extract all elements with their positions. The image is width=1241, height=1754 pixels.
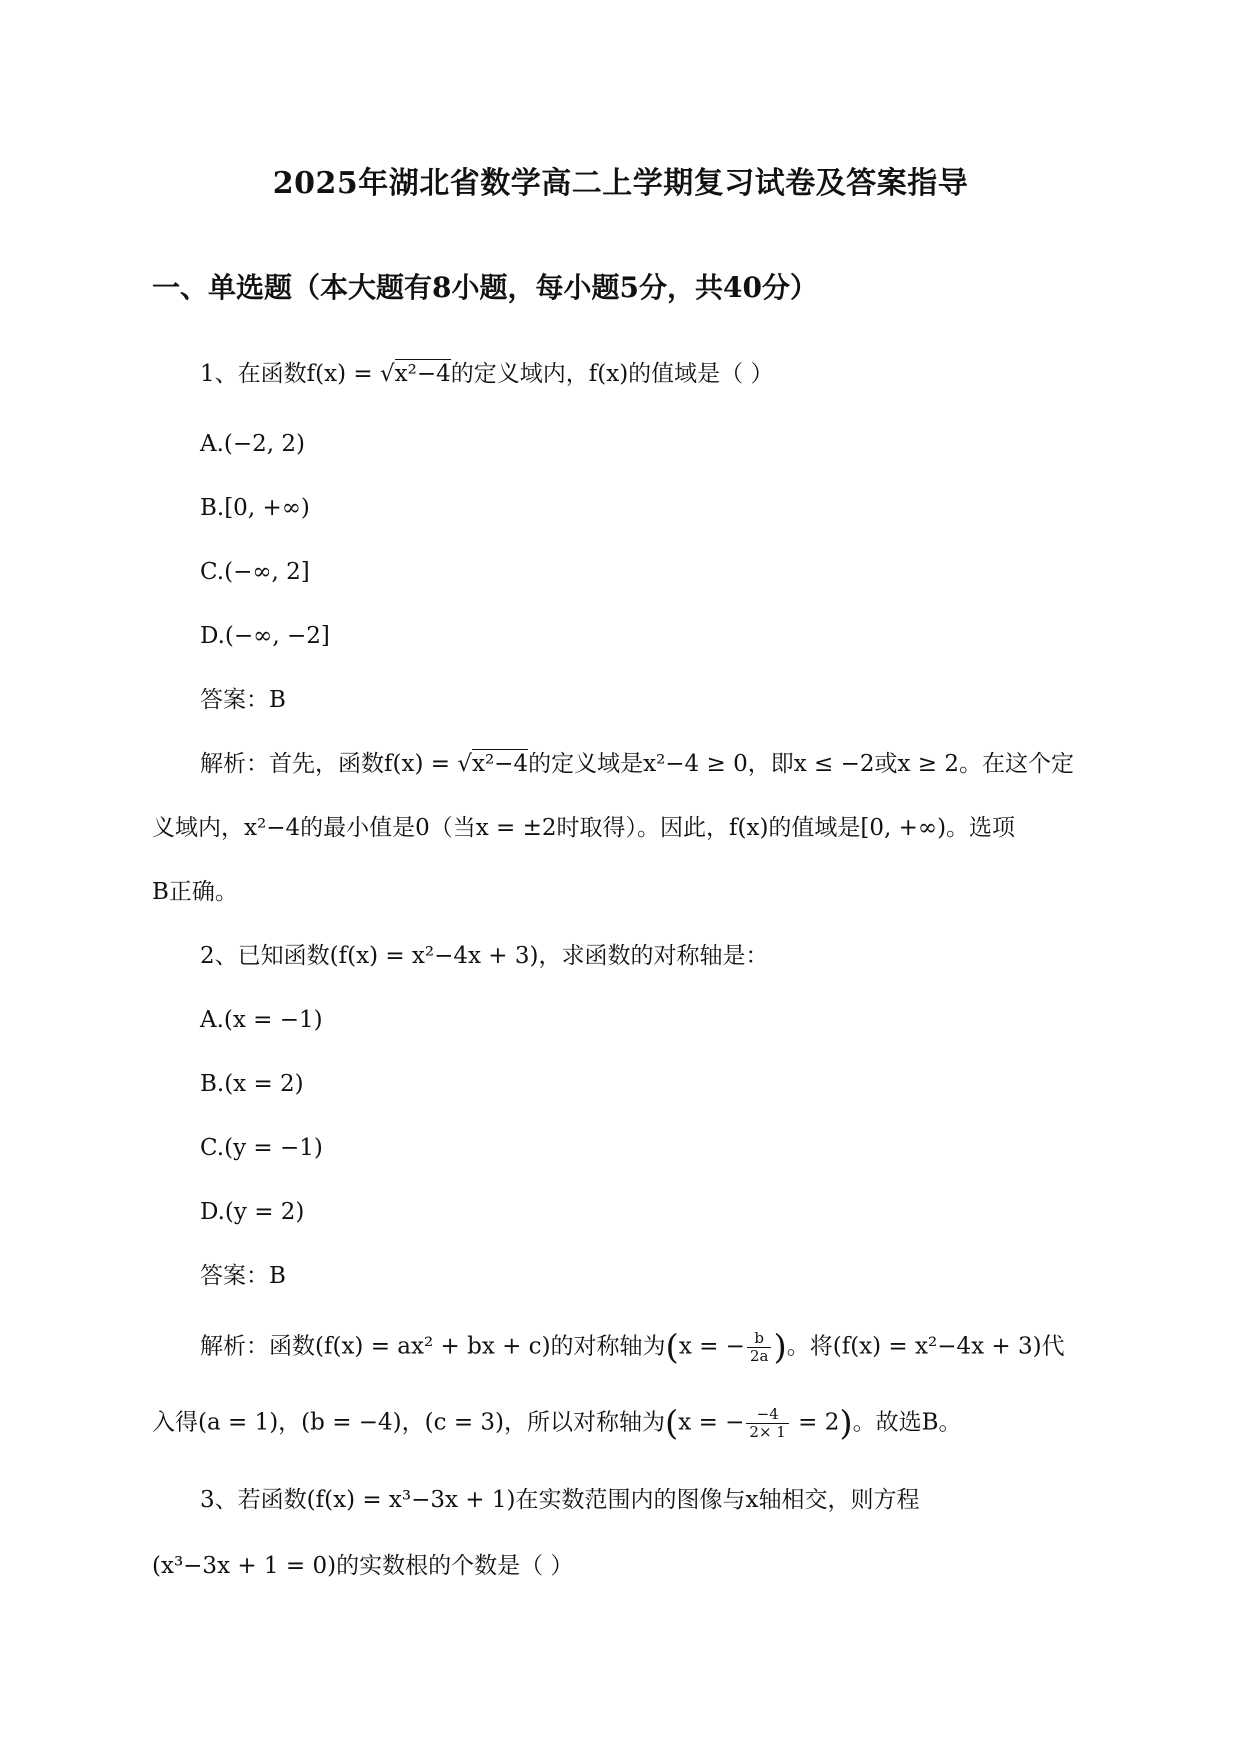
q2-option-d: D.(y = 2)	[200, 1199, 305, 1225]
q1-analysis-line1: 解析：首先，函数f(x) = √x²−4的定义域是x²−4 ≥ 0，即x ≤ −2或x ≥ 2。在这个定	[200, 751, 1074, 777]
q1-option-b: B.[0, +∞)	[200, 495, 310, 521]
q1-option-d: D.(−∞, −2]	[200, 623, 330, 649]
q1-stem-post: 的定义域内，f(x)的值域是（ ）	[450, 361, 774, 387]
q1-analysis-post: 的定义域是x²−4 ≥ 0，即x ≤ −2或x ≥ 2。在这个定	[528, 751, 1074, 777]
q2-option-a: A.(x = −1)	[200, 1007, 323, 1033]
q1-answer: 答案：B	[200, 687, 286, 713]
q2-fraction-2	[746, 1406, 788, 1441]
q2-answer: 答案：B	[200, 1263, 286, 1289]
q2-option-c: C.(y = −1)	[200, 1135, 323, 1161]
q2-expr2: x = −	[678, 1409, 745, 1436]
q2-expr2-post: = 2	[790, 1409, 840, 1436]
q2-frac2-num: −4	[746, 1406, 788, 1424]
q2-expr1: x = −	[678, 1333, 745, 1360]
document-title: 2025年湖北省数学高二上学期复习试卷及答案指导	[272, 166, 969, 201]
q1-stem-radicand: x²−4	[394, 361, 451, 387]
q2-frac1-num: b	[747, 1330, 772, 1348]
q2-analysis-line2-post: 。故选B。	[852, 1409, 962, 1436]
q1-analysis-line3: B正确。	[152, 879, 238, 905]
q3-stem-line2: (x³−3x + 1 = 0)的实数根的个数是（ ）	[152, 1553, 574, 1579]
q1-option-a: A.(−2, 2)	[200, 431, 306, 457]
q1-analysis-pre: 解析：首先，函数f(x) =	[200, 751, 458, 777]
q2-frac1-den: 2a	[749, 1347, 769, 1365]
q2-analysis-pre: 解析：函数(f(x) = ax² + bx + c)的对称轴为	[200, 1333, 666, 1360]
q1-option-c: C.(−∞, 2]	[200, 559, 310, 585]
q1-stem: 1、在函数f(x) = √x²−4的定义域内，f(x)的值域是（ ）	[200, 361, 774, 387]
q1-analysis-radicand: x²−4	[471, 751, 529, 777]
q2-stem: 2、已知函数(f(x) = x²−4x + 3)，求函数的对称轴是：	[200, 943, 769, 969]
section-heading: 一、单选题（本大题有8小题，每小题5分，共40分）	[152, 271, 818, 304]
q1-stem-pre: 1、在函数f(x) =	[200, 361, 380, 387]
q2-option-b: B.(x = 2)	[200, 1071, 304, 1097]
q2-frac2-den: 2× 1	[749, 1423, 786, 1441]
q2-analysis-mid: 。将(f(x) = x²−4x + 3)代	[786, 1333, 1065, 1360]
q1-analysis-line2: 义域内，x²−4的最小值是0（当x = ±2时取得）。因此，f(x)的值域是[0, +∞)。选项	[152, 815, 1016, 841]
q2-analysis-line2: 入得(a = 1)，(b = −4)，(c = 3)，所以对称轴为(x = − $\frac{-4}{2\times 1}$ = 2)。故选B。	[152, 1403, 962, 1444]
q2-fraction-1	[747, 1330, 772, 1365]
q3-stem-line1: 3、若函数(f(x) = x³−3x + 1)在实数范围内的图像与x轴相交，则方程	[200, 1487, 920, 1513]
q2-analysis-line1: 解析：函数(f(x) = ax² + bx + c)的对称轴为(x = − $\frac{b}{2a}$ )。将(f(x) = x²−4x + 3)代	[200, 1327, 1065, 1368]
q2-analysis-line2-pre: 入得(a = 1)，(b = −4)，(c = 3)，所以对称轴为	[152, 1409, 666, 1436]
